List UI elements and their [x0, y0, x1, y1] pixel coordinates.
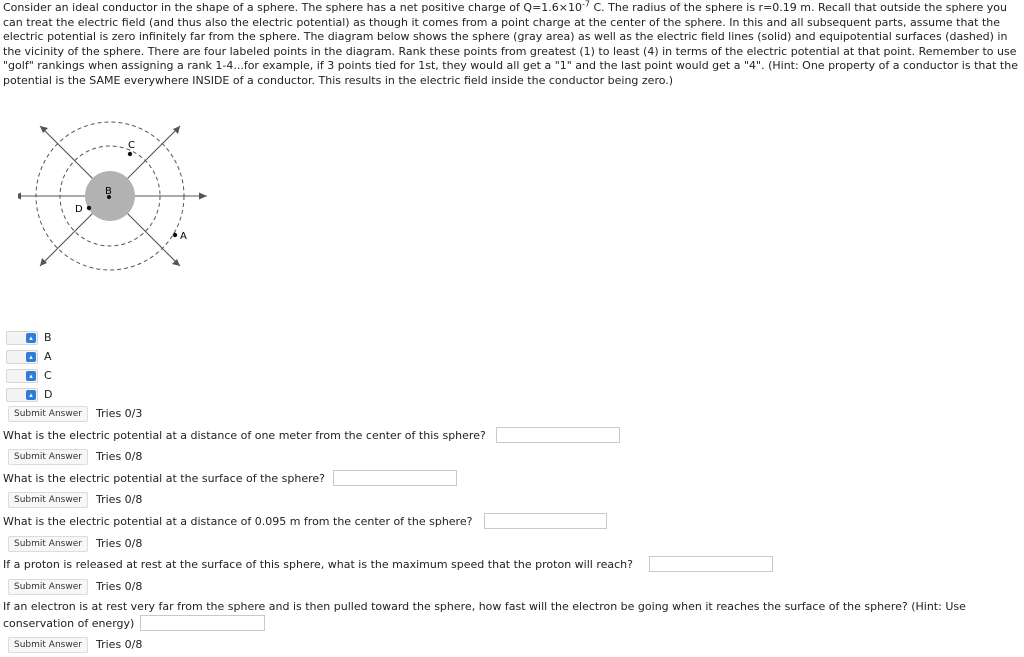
question-2-text: What is the electric potential at the surface of the sphere?	[3, 472, 325, 485]
point-b-label: B	[105, 186, 112, 197]
question-4-answer-input[interactable]	[649, 556, 773, 572]
rank-row-c	[6, 366, 52, 385]
question-2-tries: Tries 0/8	[96, 493, 143, 506]
question-2-submit-button[interactable]: Submit Answer	[8, 492, 88, 508]
select-arrows-icon: ▴	[26, 390, 36, 400]
question-5-answer-input[interactable]	[140, 615, 265, 631]
question-1-submit-button[interactable]: Submit Answer	[8, 449, 88, 465]
question-5-tries: Tries 0/8	[96, 638, 143, 651]
question-4-text: If a proton is released at rest at the surface of this sphere, what is the maximum speed that the proton will reach?	[3, 558, 633, 571]
question-5-submit-button[interactable]: Submit Answer	[8, 637, 88, 653]
point-c-label: C	[128, 140, 135, 151]
ranking-submit-button[interactable]: Submit Answer	[8, 406, 88, 422]
select-arrows-icon: ▴	[26, 352, 36, 362]
question-3-answer-input[interactable]	[484, 513, 607, 529]
point-d-marker	[87, 206, 91, 210]
question-3-submit-button[interactable]: Submit Answer	[8, 536, 88, 552]
question-1-tries: Tries 0/8	[96, 450, 143, 463]
rank-row-d	[6, 385, 52, 404]
question-5-text: If an electron is at rest very far from the sphere and is then pulled toward the sphere, how fast will the electron be going when it reaches the surface of the sphere? (Hint: Use conservation of energy)	[3, 600, 966, 630]
charge-exponent: -7	[582, 0, 590, 9]
problem-statement	[3, 1, 1021, 89]
point-a-marker	[173, 233, 177, 237]
problem-text-part1: Consider an ideal conductor in the shape of a sphere. The sphere has a net positive charge of Q=1.6×10	[3, 1, 582, 14]
question-3-tries: Tries 0/8	[96, 537, 143, 550]
question-4-submit-button[interactable]: Submit Answer	[8, 579, 88, 595]
question-4-tries: Tries 0/8	[96, 580, 143, 593]
ranking-tries: Tries 0/3	[96, 407, 143, 420]
select-arrows-icon: ▴	[26, 333, 36, 343]
rank-select-b[interactable]	[6, 331, 38, 345]
rank-select-a[interactable]	[6, 350, 38, 364]
rank-select-c[interactable]	[6, 369, 38, 383]
rank-label-a: A	[44, 350, 52, 363]
question-1-text: What is the electric potential at a distance of one meter from the center of this sphere?	[3, 429, 486, 442]
problem-text-part2: C. The radius of the sphere is r=0.19 m. Recall that outside the sphere you can treat the electric field (and thus also the electric potential) as though it comes from a point charge at the center of the sphere. In this and all subsequent parts, assume that the electric potential is zero infinitely far from the sphere. The diagram below shows the sphere (gray area) as well as the electric field lines (solid) and equipotential surfaces (dashed) in the vicinity of the sphere. There are four labeled points in the diagram. Rank these points from greatest (1) to least (4) in terms of the electric potential at that point. Remember to use "golf" rankings when assigning a rank 1-4...for example, if 3 points tied for 1st, they would all get a "1" and the last point would get a "4". (Hint: One property of a conductor is that the potential is the SAME everywhere INSIDE of a conductor. This results in the electric field inside the conductor being zero.)	[3, 1, 1018, 87]
rank-label-c: C	[44, 369, 52, 382]
point-c-marker	[128, 152, 132, 156]
question-3-text: What is the electric potential at a distance of 0.095 m from the center of the sphere?	[3, 515, 473, 528]
question-2-answer-input[interactable]	[333, 470, 457, 486]
rank-row-a	[6, 347, 52, 366]
rank-label-b: B	[44, 331, 52, 344]
ranking-list	[6, 328, 52, 404]
point-d-label: D	[75, 204, 83, 215]
select-arrows-icon: ▴	[26, 371, 36, 381]
rank-label-d: D	[44, 388, 53, 401]
question-1-answer-input[interactable]	[496, 427, 620, 443]
point-a-label: A	[180, 231, 187, 242]
rank-select-d[interactable]	[6, 388, 38, 402]
rank-row-b	[6, 328, 52, 347]
sphere-diagram	[18, 114, 218, 284]
